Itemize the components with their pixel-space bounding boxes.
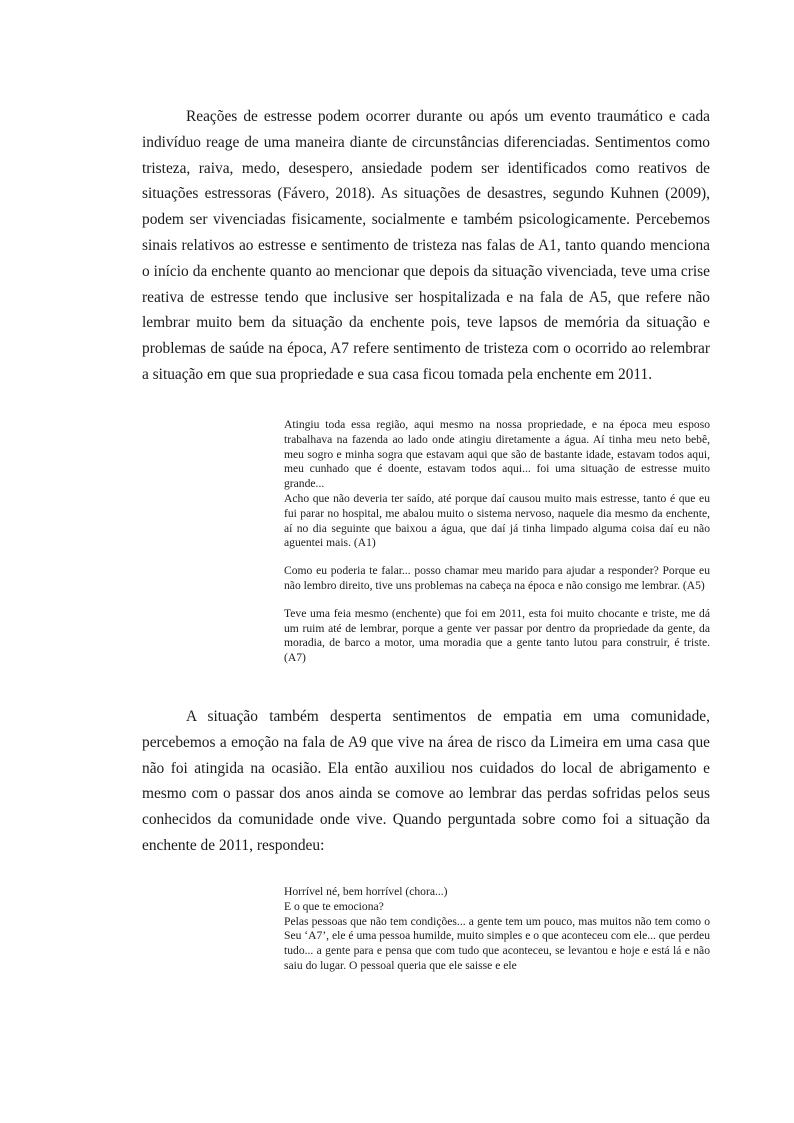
quote-line: Horrível né, bem horrível (chora...) xyxy=(284,885,448,898)
quote-paragraph: Acho que não deveria ter saído, até porque daí causou muito mais estresse, tanto é que eu fui parar no hospital, me abalou muito o sistema nervoso, naquele dia mesmo da enchente, aí no dia seguinte que baixou a água, que daí já tinha limpado alguma coisa daí eu não aguentei mais. (A1) xyxy=(284,491,710,550)
quote-paragraph: Pelas pessoas que não tem condições... a gente tem um pouco, mas muitos não tem como o Seu ‘A7’, ele é uma pessoa humilde, muito simples e o que aconteceu com ele... que perdeu tudo... a gente para e pensa que com tudo que aconteceu, se levantou e hoje e está lá e não saiu do lugar. O pessoal queria que ele saisse e ele xyxy=(284,914,710,972)
quote-paragraph: Atingiu toda essa região, aqui mesmo na nossa propriedade, e na época meu esposo trabalhava na fazenda ao lado onde atingiu diretamente a água. Aí tinha meu neto bebê, meu sogro e minha sogra que estavam aqui que são de bastante idade, estavam todos aqui, meu cunhado que é doente, estavam todos aqui... foi uma situação de estresse muito grande... xyxy=(284,418,710,491)
quote-line: E o que te emociona? xyxy=(284,899,384,913)
block-quote xyxy=(284,885,710,974)
quote-paragraph: Teve uma feia mesmo (enchente) que foi em 2011, esta foi muito chocante e triste, me dá um ruim até de lembrar, porque a gente ver passar por dentro da propriedade da gente, da moradia, de barco a motor, uma moradia que a gente tanto lutou para construir, é triste. (A7) xyxy=(284,606,710,665)
block-quote xyxy=(284,418,710,666)
quote-paragraph: Como eu poderia te falar... posso chamar meu marido para ajudar a responder? Porque eu não lembro direito, tive uns problemas na cabeça na época e não consigo me lembrar. (A5) xyxy=(284,564,710,592)
body-paragraph: A situação também desperta sentimentos de empatia em uma comunidade, percebemos a emoção na fala de A9 que vive na área de risco da Limeira em uma casa que não foi atingida na ocasião. Ela então auxiliou nos cuidados do local de abrigamento e mesmo com o passar dos anos ainda se comove ao lembrar das perdas sofridas pelos seus conhecidos da comunidade onde vive. Quando perguntada sobre como foi a situação da enchente de 2011, respondeu: xyxy=(142,708,710,854)
body-paragraph: Reações de estresse podem ocorrer durante ou após um evento traumático e cada indivíduo reage de uma maneira diante de circunstâncias diferenciadas. Sentimentos como tristeza, raiva, medo, desespero, ansiedade podem ser identificados como reativos de situações estressoras (Fávero, 2018). As situações de desastres, segundo Kuhnen (2009), podem ser vivenciadas fisicamente, socialmente e também psicologicamente. Percebemos sinais relativos ao estresse e sentimento de tristeza nas falas de A1, tanto quando menciona o início da enchente quanto ao mencionar que depois da situação vivenciada, teve uma crise reativa de estresse tendo que inclusive ser hospitalizada e na fala de A5, que refere não lembrar muito bem da situação da enchente pois, teve lapsos de memória da situação e problemas de saúde na época, A7 refere sentimento de tristeza com o ocorrido ao relembrar a situação em que sua propriedade e sua casa ficou tomada pela enchente em 2011. xyxy=(142,108,710,383)
